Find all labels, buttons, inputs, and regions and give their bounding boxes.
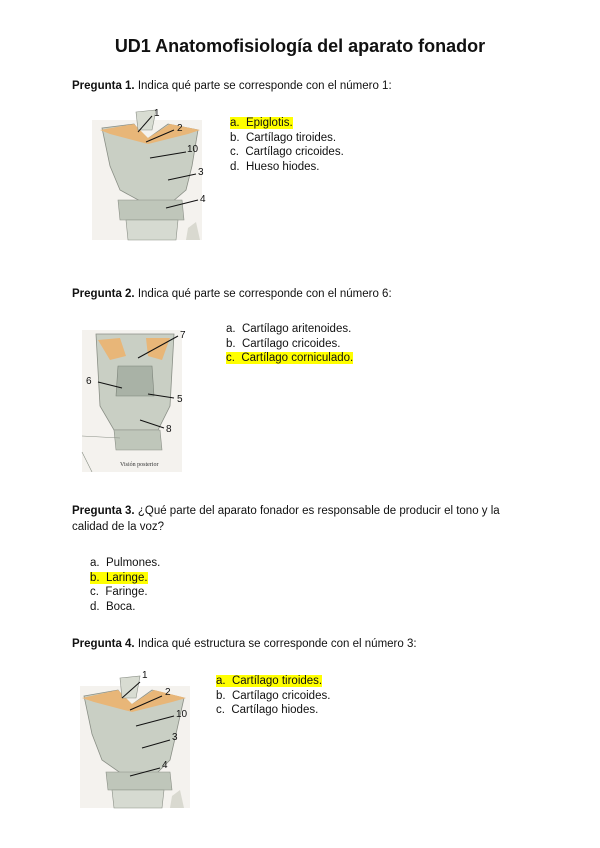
- option-a[interactable]: a. Epiglotis.: [230, 117, 293, 129]
- question-label: Pregunta 2.: [72, 288, 135, 300]
- question-label: Pregunta 4.: [72, 638, 135, 650]
- figure-caption: Visión posterior: [120, 462, 159, 468]
- option-c[interactable]: c. Cartílago corniculado.: [226, 352, 354, 364]
- figure-label: 8: [166, 424, 172, 435]
- option-c[interactable]: c. Cartílago cricoides.: [230, 146, 344, 158]
- figure-label: 1: [142, 670, 148, 681]
- question-text: Indica qué parte se corresponde con el número 6:: [137, 288, 392, 300]
- option-c[interactable]: c. Faringe.: [90, 586, 148, 598]
- option-a[interactable]: a. Cartílago aritenoides.: [226, 323, 352, 335]
- figure-label: 1: [154, 108, 160, 119]
- option-b[interactable]: b. Cartílago cricoides.: [226, 337, 341, 350]
- option-d[interactable]: d. Hueso hiodes.: [230, 160, 320, 173]
- question-1-prompt: [72, 78, 532, 94]
- figure-label: 10: [187, 144, 199, 155]
- larynx-posterior-figure: [80, 326, 196, 472]
- question-4-options: [216, 674, 330, 718]
- option-a[interactable]: a. Cartílago tiroides.: [216, 675, 323, 687]
- option-a[interactable]: a. Pulmones.: [90, 557, 161, 569]
- figure-label: 2: [165, 687, 171, 698]
- figure-label: 3: [198, 167, 204, 178]
- question-text: Indica qué parte se corresponde con el número 1:: [137, 80, 392, 92]
- option-b[interactable]: b. Cartílago tiroides.: [230, 131, 337, 144]
- question-1-options: [230, 116, 344, 174]
- option-c[interactable]: c. Cartílago hiodes.: [216, 704, 319, 716]
- figure-label: 4: [200, 194, 206, 205]
- question-4-prompt: [72, 636, 532, 652]
- option-b[interactable]: b. Cartílago cricoides.: [216, 689, 331, 702]
- larynx-anterior-figure-2: [76, 668, 200, 810]
- figure-label: 4: [162, 760, 168, 771]
- question-3-options: [90, 556, 160, 614]
- question-text: ¿Qué parte del aparato fonador es responsable de producir el tono y la calidad de la voz?: [72, 505, 500, 533]
- page-title: UD1 Anatomofisiología del aparato fonador: [114, 36, 486, 56]
- figure-label: 7: [180, 330, 186, 341]
- figure-label: 10: [176, 709, 188, 720]
- figure-label: 5: [177, 394, 183, 405]
- question-2-options: [226, 322, 353, 366]
- figure-label: 2: [177, 123, 183, 134]
- question-label: Pregunta 1.: [72, 80, 135, 92]
- figure-label: 3: [172, 732, 178, 743]
- option-b[interactable]: b. Laringe.: [90, 571, 148, 584]
- larynx-anterior-figure-1: [88, 104, 228, 242]
- question-2-prompt: [72, 286, 532, 302]
- option-d[interactable]: d. Boca.: [90, 600, 136, 613]
- question-label: Pregunta 3.: [72, 505, 135, 517]
- figure-label: 6: [86, 376, 92, 387]
- question-3-prompt: [72, 503, 532, 535]
- question-text: Indica qué estructura se corresponde con el número 3:: [137, 638, 417, 650]
